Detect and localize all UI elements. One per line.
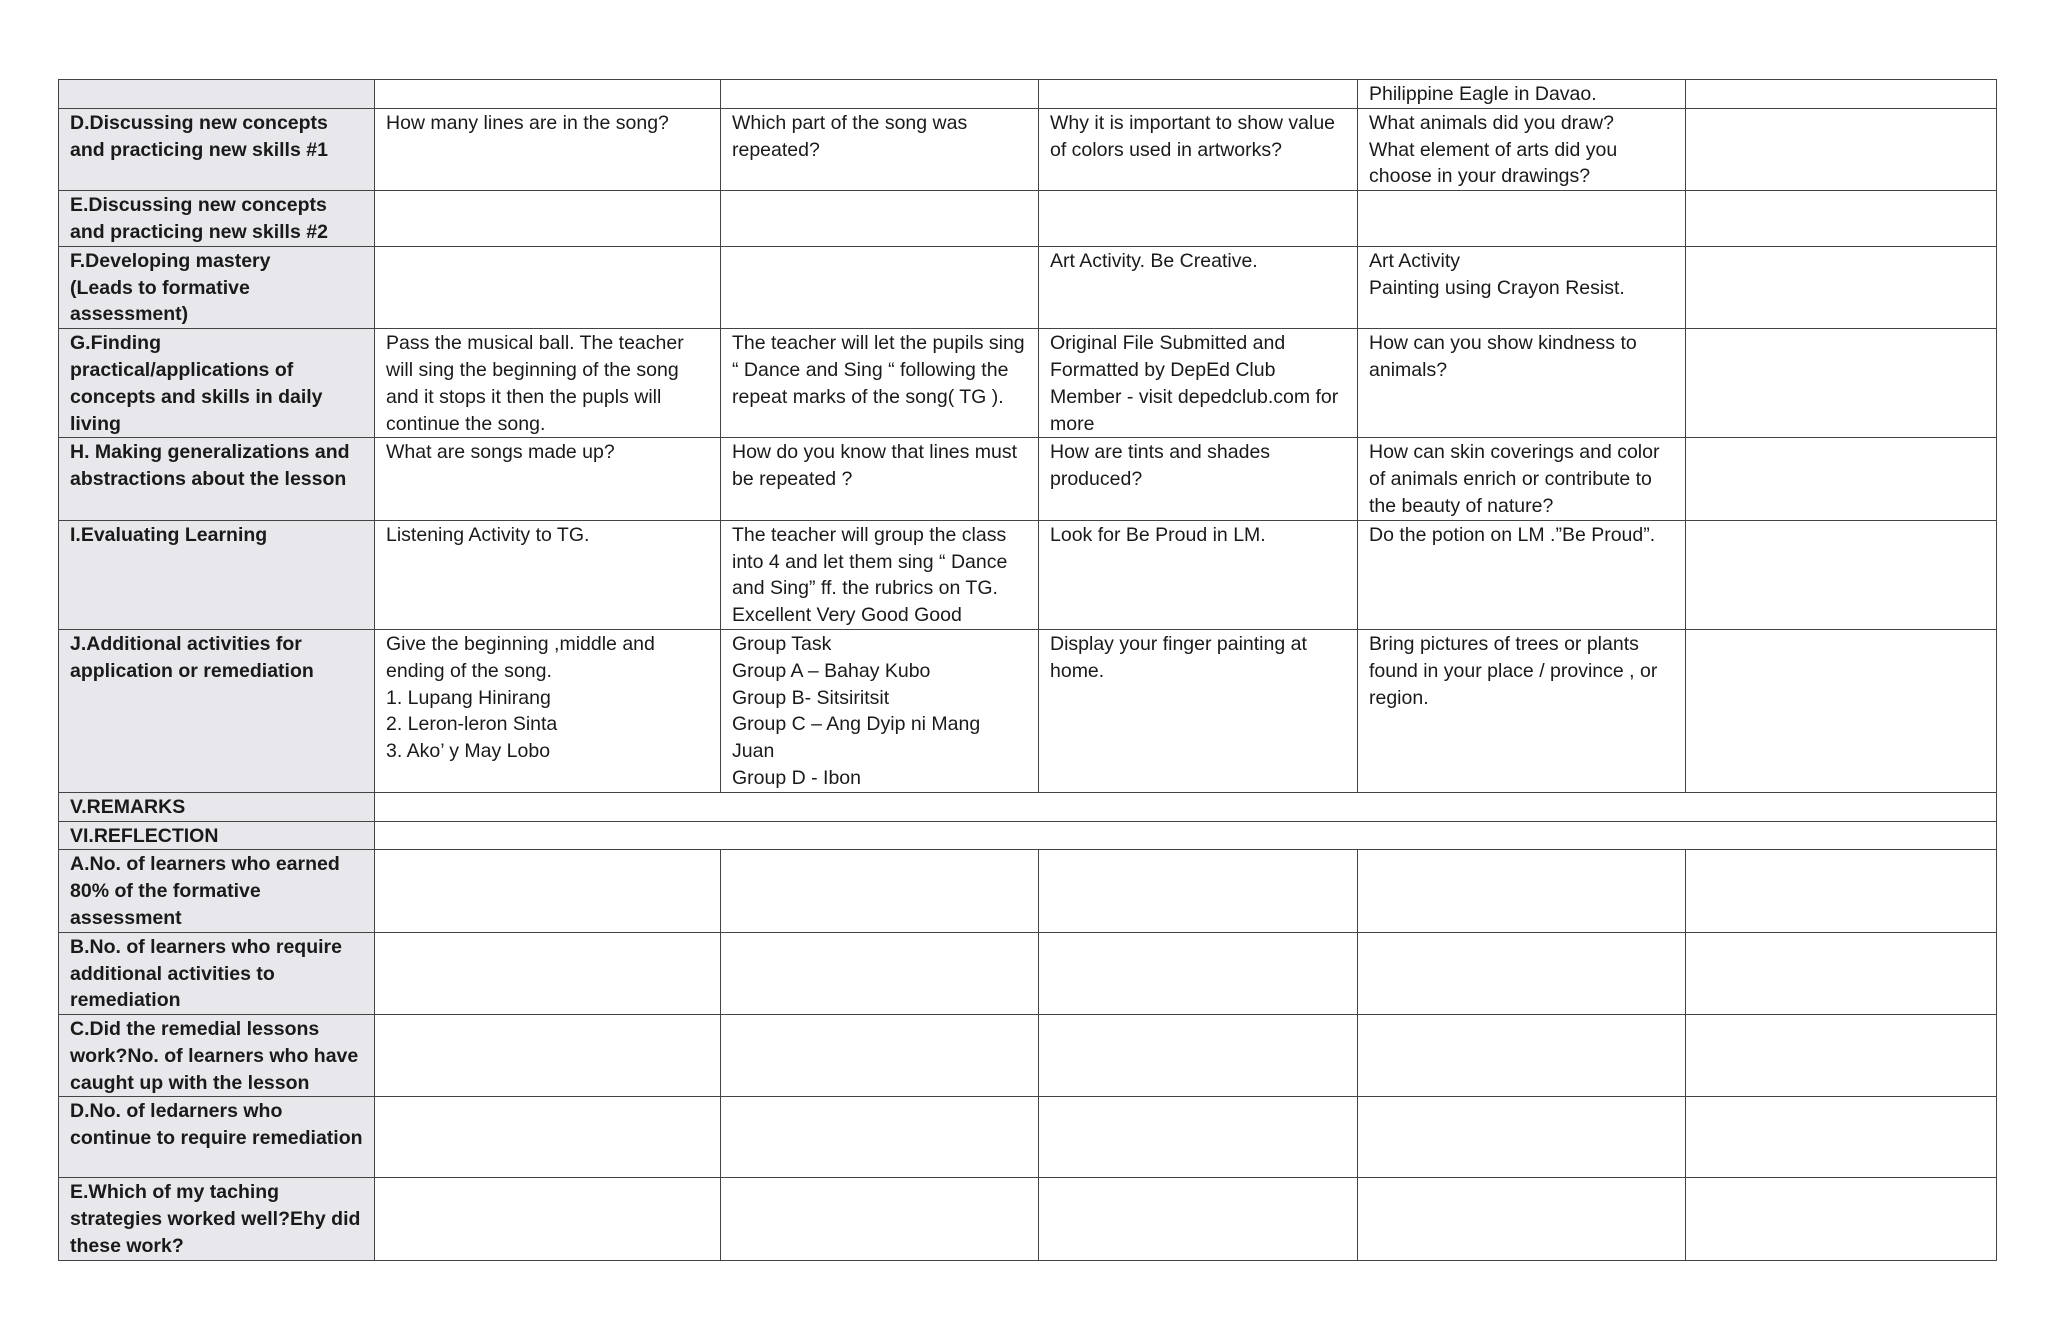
day1-cell: Give the beginning ,middle and ending of the song. 1. Lupang Hinirang 2. Leron-leron Sinta 3. Ako’ y May Lobo bbox=[375, 629, 721, 792]
lesson-plan-table bbox=[58, 79, 1997, 1261]
remarks-label: V.REMARKS bbox=[59, 792, 375, 821]
row-label: I.Evaluating Learning bbox=[59, 520, 375, 629]
table-row bbox=[59, 108, 1997, 190]
day3-cell bbox=[1039, 932, 1358, 1014]
day5-cell bbox=[1686, 850, 1997, 932]
table-row bbox=[59, 792, 1997, 821]
day4-cell bbox=[1358, 1015, 1686, 1097]
day4-cell bbox=[1358, 1097, 1686, 1178]
day2-cell: Group Task Group A – Bahay Kubo Group B- Sitsiritsit Group C – Ang Dyip ni Mang Juan Group D - Ibon bbox=[721, 629, 1039, 792]
day4-cell bbox=[1358, 932, 1686, 1014]
day2-cell bbox=[721, 80, 1039, 109]
row-label: D.No. of ledarners who continue to require remediation bbox=[59, 1097, 375, 1178]
day5-cell bbox=[1686, 1178, 1997, 1260]
day5-cell bbox=[1686, 1097, 1997, 1178]
table-row bbox=[59, 821, 1997, 850]
day5-cell bbox=[1686, 1015, 1997, 1097]
day3-cell bbox=[1039, 1097, 1358, 1178]
table-row bbox=[59, 191, 1997, 247]
table-row bbox=[59, 520, 1997, 629]
table-row bbox=[59, 1178, 1997, 1260]
day1-cell bbox=[375, 80, 721, 109]
day2-cell bbox=[721, 1178, 1039, 1260]
table-row bbox=[59, 246, 1997, 328]
day1-cell bbox=[375, 191, 721, 247]
day1-cell bbox=[375, 1097, 721, 1178]
row-label: E.Which of my taching strategies worked well?Ehy did these work? bbox=[59, 1178, 375, 1260]
day5-cell bbox=[1686, 932, 1997, 1014]
day2-cell bbox=[721, 1015, 1039, 1097]
day3-cell bbox=[1039, 850, 1358, 932]
table-row bbox=[59, 1015, 1997, 1097]
day2-cell: The teacher will group the class into 4 and let them sing “ Dance and Sing” ff. the rubrics on TG. Excellent Very Good Good bbox=[721, 520, 1039, 629]
day3-cell: How are tints and shades produced? bbox=[1039, 438, 1358, 520]
table-row bbox=[59, 329, 1997, 438]
day5-cell bbox=[1686, 438, 1997, 520]
day5-cell bbox=[1686, 108, 1997, 190]
day1-cell: Pass the musical ball. The teacher will sing the beginning of the song and it stops it then the pupls will continue the song. bbox=[375, 329, 721, 438]
lesson-plan-page bbox=[58, 79, 1996, 1261]
table-row bbox=[59, 1097, 1997, 1178]
day3-cell: Look for Be Proud in LM. bbox=[1039, 520, 1358, 629]
reflection-cell bbox=[375, 821, 1997, 850]
day2-cell bbox=[721, 932, 1039, 1014]
day4-cell bbox=[1358, 191, 1686, 247]
day4-cell bbox=[1358, 850, 1686, 932]
row-label: D.Discussing new concepts and practicing new skills #1 bbox=[59, 108, 375, 190]
day3-cell: Art Activity. Be Creative. bbox=[1039, 246, 1358, 328]
reflection-label: VI.REFLECTION bbox=[59, 821, 375, 850]
row-label: J.Additional activities for application or remediation bbox=[59, 629, 375, 792]
day4-cell: How can you show kindness to animals? bbox=[1358, 329, 1686, 438]
day2-cell bbox=[721, 1097, 1039, 1178]
day4-cell: Bring pictures of trees or plants found in your place / province , or region. bbox=[1358, 629, 1686, 792]
day1-cell bbox=[375, 850, 721, 932]
day5-cell bbox=[1686, 520, 1997, 629]
table-row bbox=[59, 850, 1997, 932]
day1-cell: How many lines are in the song? bbox=[375, 108, 721, 190]
day2-cell bbox=[721, 246, 1039, 328]
row-label: C.Did the remedial lessons work?No. of learners who have caught up with the lesson bbox=[59, 1015, 375, 1097]
day5-cell bbox=[1686, 246, 1997, 328]
day1-cell bbox=[375, 932, 721, 1014]
row-label: B.No. of learners who require additional activities to remediation bbox=[59, 932, 375, 1014]
day4-cell: Art Activity Painting using Crayon Resist. bbox=[1358, 246, 1686, 328]
day3-cell bbox=[1039, 80, 1358, 109]
day4-cell: Do the potion on LM .”Be Proud”. bbox=[1358, 520, 1686, 629]
day5-cell bbox=[1686, 629, 1997, 792]
day1-cell: Listening Activity to TG. bbox=[375, 520, 721, 629]
day1-cell bbox=[375, 246, 721, 328]
day4-cell: What animals did you draw? What element of arts did you choose in your drawings? bbox=[1358, 108, 1686, 190]
day1-cell bbox=[375, 1015, 721, 1097]
day2-cell bbox=[721, 191, 1039, 247]
day3-cell: Why it is important to show value of colors used in artworks? bbox=[1039, 108, 1358, 190]
day3-cell: Original File Submitted and Formatted by DepEd Club Member - visit depedclub.com for more bbox=[1039, 329, 1358, 438]
day3-cell bbox=[1039, 191, 1358, 247]
day5-cell bbox=[1686, 80, 1997, 109]
row-label: G.Finding practical/applications of concepts and skills in daily living bbox=[59, 329, 375, 438]
day3-cell bbox=[1039, 1015, 1358, 1097]
day4-cell: Philippine Eagle in Davao. bbox=[1358, 80, 1686, 109]
row-label: F.Developing mastery (Leads to formative assessment) bbox=[59, 246, 375, 328]
row-label: H. Making generalizations and abstractions about the lesson bbox=[59, 438, 375, 520]
day5-cell bbox=[1686, 191, 1997, 247]
day2-cell: The teacher will let the pupils sing “ Dance and Sing “ following the repeat marks of the song( TG ). bbox=[721, 329, 1039, 438]
day1-cell bbox=[375, 1178, 721, 1260]
row-label: E.Discussing new concepts and practicing new skills #2 bbox=[59, 191, 375, 247]
table-row bbox=[59, 438, 1997, 520]
row-label: A.No. of learners who earned 80% of the formative assessment bbox=[59, 850, 375, 932]
day1-cell: What are songs made up? bbox=[375, 438, 721, 520]
day2-cell: How do you know that lines must be repeated ? bbox=[721, 438, 1039, 520]
day3-cell: Display your finger painting at home. bbox=[1039, 629, 1358, 792]
row-label bbox=[59, 80, 375, 109]
day4-cell bbox=[1358, 1178, 1686, 1260]
day2-cell: Which part of the song was repeated? bbox=[721, 108, 1039, 190]
day2-cell bbox=[721, 850, 1039, 932]
remarks-cell bbox=[375, 792, 1997, 821]
day3-cell bbox=[1039, 1178, 1358, 1260]
table-row bbox=[59, 932, 1997, 1014]
day5-cell bbox=[1686, 329, 1997, 438]
day4-cell: How can skin coverings and color of animals enrich or contribute to the beauty of nature? bbox=[1358, 438, 1686, 520]
table-row bbox=[59, 629, 1997, 792]
table-row bbox=[59, 80, 1997, 109]
